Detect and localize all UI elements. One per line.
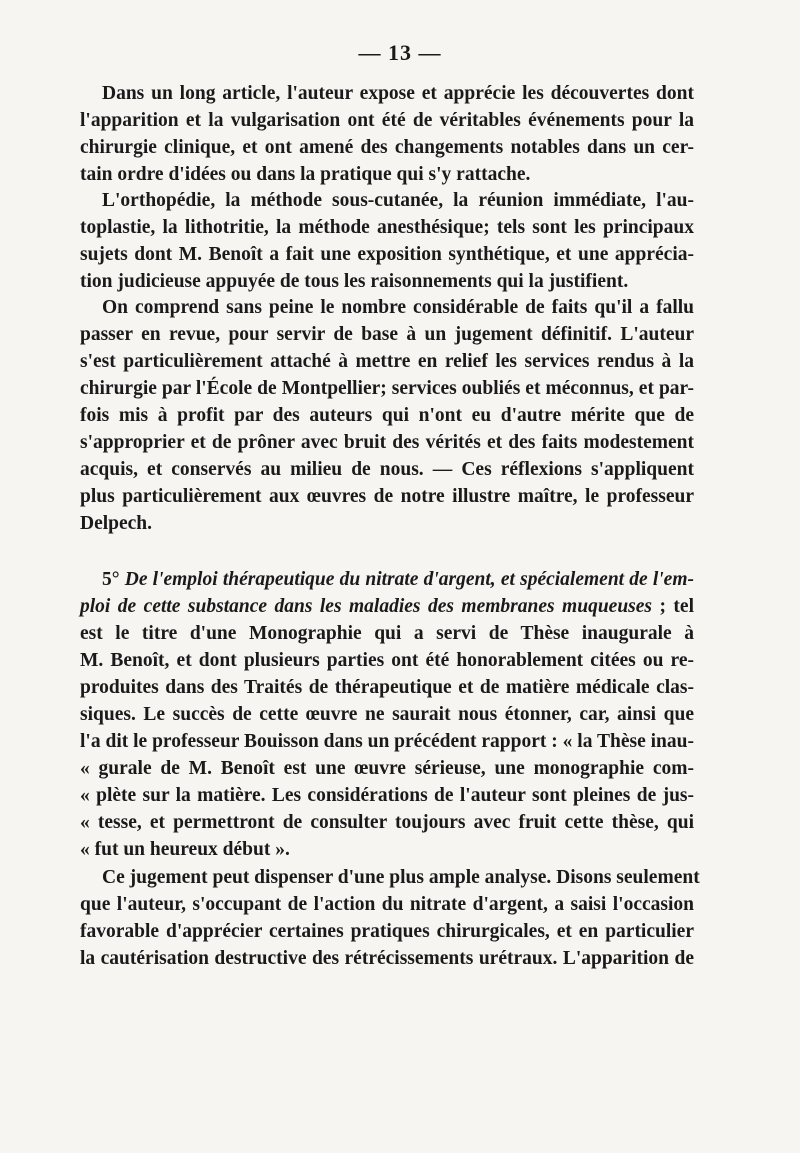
text-line: l'apparition et la vulgarisation ont été de véritables événements pour la bbox=[80, 110, 694, 131]
text-line: produites dans des Traités de thérapeutique et de matière médicale clas- bbox=[80, 677, 694, 698]
text-line: que l'auteur, s'occupant de l'action du nitrate d'argent, a saisi l'occasion bbox=[80, 894, 694, 915]
text-line: s'est particulièrement attaché à mettre en relief les services rendus à la bbox=[80, 351, 694, 372]
text-line: passer en revue, pour servir de base à un jugement définitif. L'auteur bbox=[80, 324, 694, 345]
text-line: est le titre d'une Monographie qui a servi de Thèse inaugurale à bbox=[80, 623, 694, 644]
text-line: fois mis à profit par des auteurs qui n'ont eu d'autre mérite que de bbox=[80, 405, 694, 426]
text-line: l'a dit le professeur Bouisson dans un précédent rapport : « la Thèse inau- bbox=[80, 731, 694, 752]
text-line: Delpech. bbox=[80, 513, 153, 534]
text-fragment: ; tel bbox=[659, 596, 694, 617]
text-line: « gurale de M. Benoît est une œuvre sérieuse, une monographie com- bbox=[80, 758, 694, 779]
text-line bbox=[80, 593, 694, 620]
text-line: chirurgie clinique, et ont amené des changements notables dans un cer- bbox=[80, 137, 694, 158]
text-line: favorable d'apprécier certaines pratiques chirurgicales, et en particulier bbox=[80, 921, 694, 942]
text-line: L'orthopédie, la méthode sous-cutanée, la réunion immédiate, l'au- bbox=[102, 190, 694, 211]
text-line: « tesse, et permettront de consulter toujours avec fruit cette thèse, qui bbox=[80, 812, 694, 833]
text-line: s'approprier et de prôner avec bruit des vérités et des faits modestement bbox=[80, 432, 694, 453]
page-number: — 13 — bbox=[358, 40, 442, 65]
text-line: siques. Le succès de cette œuvre ne saurait nous étonner, car, ainsi que bbox=[80, 704, 694, 725]
text-line: toplastie, la lithotritie, la méthode anesthésique; tels sont les principaux bbox=[80, 217, 694, 238]
text-line: plus particulièrement aux œuvres de notre illustre maître, le professeur bbox=[80, 486, 694, 507]
text-line bbox=[102, 566, 694, 593]
text-line: M. Benoît, et dont plusieurs parties ont été honorablement citées ou re- bbox=[80, 650, 694, 671]
text-line: Ce jugement peut dispenser d'une plus ample analyse. Disons seulement bbox=[102, 867, 700, 888]
text-line: chirurgie par l'École de Montpellier; services oubliés et méconnus, et par- bbox=[80, 378, 694, 399]
title-text: ploi de cette substance dans les maladies des membranes muqueuses bbox=[80, 596, 652, 617]
text-line: On comprend sans peine le nombre considérable de faits qu'il a fallu bbox=[102, 297, 694, 318]
text-line: « fut un heureux début ». bbox=[80, 839, 290, 860]
title-text: De l'emploi thérapeutique du nitrate d'argent, et spécialement de l'em- bbox=[124, 569, 694, 590]
text-line: tain ordre d'idées ou dans la pratique qui s'y rattache. bbox=[80, 164, 531, 185]
text-line: tion judicieuse appuyée de tous les raisonnements qui la justifient. bbox=[80, 271, 629, 292]
text-line: la cautérisation destructive des rétrécissements urétraux. L'apparition de bbox=[80, 948, 694, 969]
text-line: sujets dont M. Benoît a fait une exposition synthétique, et une apprécia- bbox=[80, 244, 694, 265]
section-number: 5° bbox=[102, 569, 125, 590]
text-line: Dans un long article, l'auteur expose et apprécie les découvertes dont bbox=[102, 83, 694, 104]
text-line: acquis, et conservés au milieu de nous. — Ces réflexions s'appliquent bbox=[80, 459, 694, 480]
text-line: « plète sur la matière. Les considérations de l'auteur sont pleines de jus- bbox=[80, 785, 694, 806]
